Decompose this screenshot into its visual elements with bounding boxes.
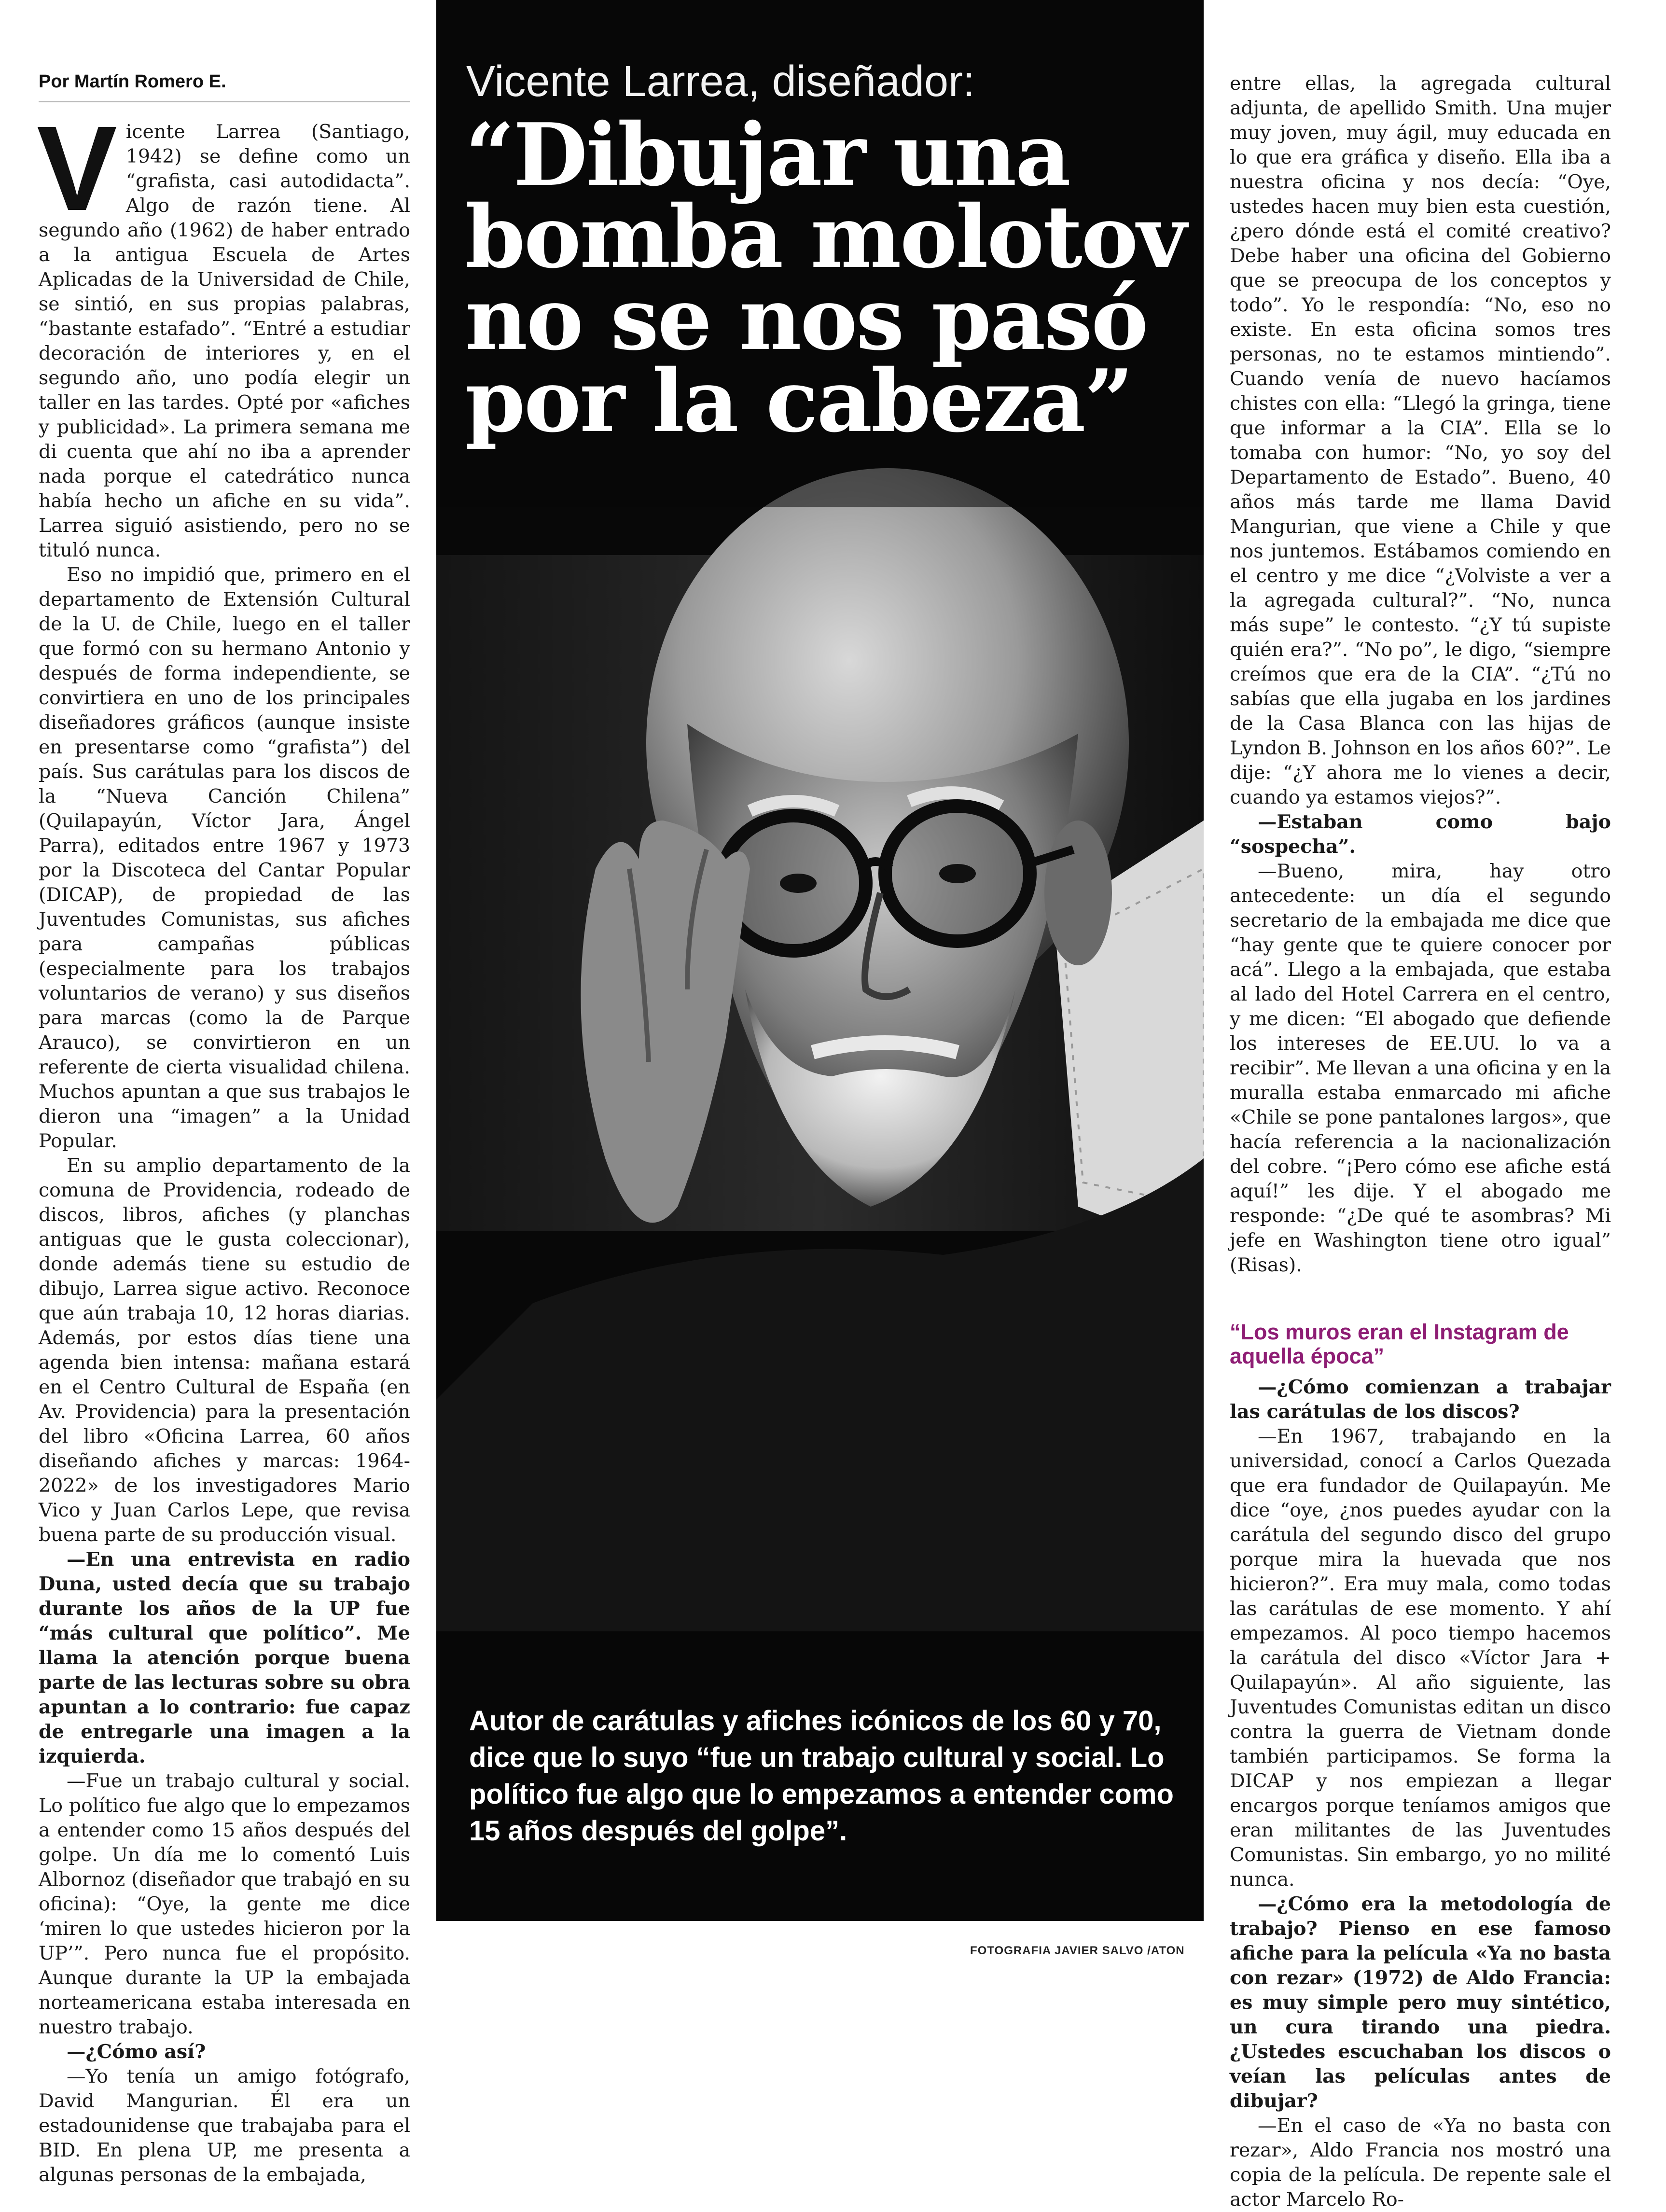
- interview-question: —Estaban como bajo “sospecha”.: [1230, 811, 1611, 858]
- left-column: [37, 0, 410, 2186]
- interview-answer: —En 1967, trabajando en la universidad, conocí a Carlos Quezada que era fundador de Quilapayún. Me dice “oye, ¿nos puedes ayudar con la carátula del segundo disco del grupo porque mira la huevada que nos hicieron?”. Era muy mala, como todas las carátulas de ese momento. Y ahí empezamos. Al poco tiempo hacemos la carátula del disco «Víctor Jara + Quilapayún». Al año siguiente, las Juventudes Comunistas editan un disco contra la guerra de Vietnam donde también participamos. Se forma la DICAP y nos empiezan a llegar encargos porque teníamos amigos que eran militantes de las Juventudes Comunistas. Sin embargo, yo no milité nunca.: [1230, 1425, 1611, 1891]
- interview-question: —¿Cómo así?: [67, 2041, 206, 2063]
- drop-cap: V: [37, 101, 117, 236]
- article-body-left: [37, 101, 410, 2187]
- byline: Por Martín Romero E.: [39, 71, 410, 102]
- interview-question: —¿Cómo comienzan a trabajar las carátulas de los discos?: [1230, 1376, 1611, 1423]
- deck: Autor de carátulas y afiches icónicos de los 60 y 70, dice que lo suyo “fue un trabajo cultural y social. Lo político fue algo que lo empezamos a entender como 15 años después del golpe”.: [469, 1705, 1174, 1847]
- section-subhead: “Los muros eran el Instagram de aquella época”: [1230, 1320, 1569, 1368]
- photo-credit: FOTOGRAFIA JAVIER SALVO /ATON: [970, 1944, 1185, 1957]
- paragraph-text: icente Larrea (Santiago, 1942) se define como un “grafista, casi autodidacta”. Algo de razón tiene. Al segundo año (1962) de haber entrado a la antigua Escuela de Artes Aplicadas de la Universidad de Chile, se sintió, en sus propias palabras, “bastante estafado”. “Entré a estudiar decoración de interiores y, en el segundo año, uno podía elegir un taller en las tardes. Opté por «afiches y publicidad». La primera semana me di cuenta que ahí no iba a aprender nada porque el catedrático nunca había hecho un afiche en su vida”. Larrea siguió asistiendo, pero no se tituló nunca.: [39, 121, 410, 561]
- feature-photo-panel: [436, 0, 1204, 1921]
- interview-answer: —Fue un trabajo cultural y social. Lo político fue algo que lo empezamos a entender como 15 años después del golpe. Un día me lo comentó Luis Albornoz (diseñador que trabajó en su oficina): “Oye, la gente me dice ‘miren lo que ustedes hicieron por la UP’”. Pero nunca fue el propósito. Aunque durante la UP la embajada norteamericana estaba interesada en nuestro trabajo.: [39, 1770, 410, 2038]
- interview-answer: —En el caso de «Ya no basta con rezar», Aldo Francia nos mostró una copia de la película. De repente sale el actor Marcelo Ro-: [1230, 2115, 1611, 2211]
- article-body-right: [1230, 71, 1611, 2212]
- interview-answer: —Yo tenía un amigo fotógrafo, David Mangurian. Él era un estadounidense que trabajaba para el BID. En plena UP, me presenta a algunas personas de la embajada,: [39, 2065, 410, 2186]
- interview-question: —En una entrevista en radio Duna, usted decía que su trabajo durante los años de la UP fue “más cultural que político”. Me llama la atención porque buena parte de las lecturas sobre su obra apuntan a lo contrario: fue capaz de entregarle una imagen a la izquierda.: [39, 1548, 410, 1767]
- right-column: [1230, 0, 1611, 2211]
- article-paragraph: En su amplio departamento de la comuna de Providencia, rodeado de discos, libros, afiches (y planchas antiguas que le gusta coleccionar), donde además tiene su estudio de dibujo, Larrea sigue activo. Reconoce que aún trabaja 10, 12 horas diarias. Además, por estos días tiene una agenda bien intensa: mañana estará en el Centro Cultural de España (en Av. Providencia) para la presentación del libro «Oficina Larrea, 60 años diseñando afiches y marcas: 1964-2022» de los investigadores Mario Vico y Juan Carlos Lepe, que revisa buena parte de su producción visual.: [39, 1155, 410, 1546]
- article-paragraph: entre ellas, la agregada cultural adjunta, de apellido Smith. Una mujer muy joven, muy ágil, muy educada en lo que era gráfica y diseño. Ella iba a nuestra oficina y nos decía: “Oye, ustedes hacen muy bien esta cuestión, ¿pero dónde está el comité creativo? Debe haber una oficina del Gobierno que se preocupa de los conceptos y todo”. Yo le respondía: “No, eso no existe. En esta oficina somos tres personas, no te estamos mintiendo”. Cuando venía de nuevo hacíamos chistes con ella: “Llegó la gringa, tiene que informar a la CIA”. Ella se lo tomaba con humor: “No, yo soy del Departamento de Estado”. Bueno, 40 años más tarde me llama David Mangurian, que viene a Chile y que nos juntemos. Estábamos comiendo en el centro y me dice “¿Volviste a ver a la agregada cultural?”. “No, nunca más supe” le contesto. “¿Y tú supiste quién era?”. “No po”, le digo, “siempre creímos que era de la CIA”. “¿Tú no sabías que ella jugaba en los jardines de la Casa Blanca con las hijas de Lyndon B. Johnson en los años 60?”. Le dije: “¿Y ahora me lo vienes a decir, cuando ya estamos viejos?”.: [1230, 72, 1611, 808]
- headline: “Dibujar una bomba molotov no se nos pasó por la cabeza”: [465, 104, 1186, 451]
- interview-answer: —Bueno, mira, hay otro antecedente: un día el segundo secretario de la embajada me dice que “hay gente que te quiere conocer por acá”. Llego a la embajada, que estaba al lado del Hotel Carrera en el centro, y me dicen: “El abogado que defiende los intereses de EE.UU. lo va a recibir”. Me llevan a una oficina y en la muralla estaba enmarcado mi afiche «Chile se pone pantalones largos», que hacía referencia a la nacionalización del cobre. “¡Pero cómo ese afiche está aquí!” les dije. Y el abogado me responde: “¿De qué te asombras? Mi jefe en Washington tiene otro igual” (Risas).: [1230, 860, 1611, 1276]
- interview-question: —¿Cómo era la metodología de trabajo? Pienso en ese famoso afiche para la película «Ya no basta con rezar» (1972) de Aldo Francia: es muy simple pero muy sintético, un cura tirando una piedra. ¿Ustedes escuchaban los discos o veían las películas antes de dibujar?: [1230, 1893, 1611, 2112]
- article-paragraph: Eso no impidió que, primero en el departamento de Extensión Cultural de la U. de Chile, luego en el taller que formó con su hermano Antonio y después de forma independiente, se convirtiera en uno de los principales diseñadores gráficos (aunque insiste en presentarse como “grafista”) del país. Sus carátulas para los discos de la “Nueva Canción Chilena” (Quilapayún, Víctor Jara, Ángel Parra), editados entre 1967 y 1973 por la Discoteca del Cantar Popular (DICAP), de propiedad de las Juventudes Comunistas, sus afiches para campañas públicas (especialmente para los trabajos voluntarios de verano) y sus diseños para marcas (como la de Parque Arauco), se convirtieron en un referente de cierta visualidad chilena. Muchos apuntan a que sus trabajos le dieron una “imagen” a la Unidad Popular.: [39, 564, 410, 1152]
- headline-kicker: Vicente Larrea, diseñador:: [466, 57, 975, 106]
- article-paragraph: [37, 101, 410, 563]
